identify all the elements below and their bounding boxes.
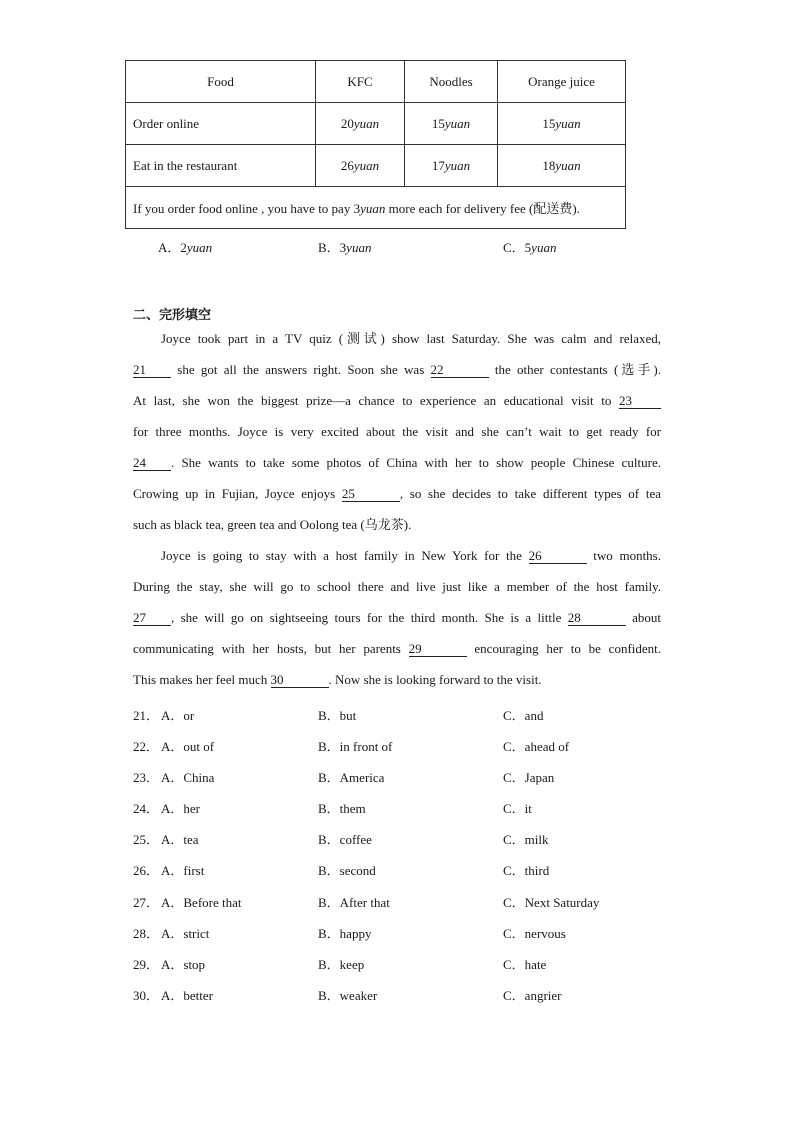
blank-22: 22 bbox=[431, 362, 489, 378]
option-c[interactable]: C．angrier bbox=[503, 988, 562, 1003]
option-a[interactable]: A．strict bbox=[161, 926, 210, 941]
question-row bbox=[133, 798, 661, 818]
blank-28: 28 bbox=[568, 610, 626, 626]
table-cell bbox=[405, 145, 498, 187]
price-value: 18 bbox=[542, 157, 556, 173]
option-c[interactable]: C．milk bbox=[503, 832, 549, 847]
table-note bbox=[126, 187, 626, 229]
unit-label: yuan bbox=[444, 115, 471, 131]
question-number: 23． bbox=[133, 770, 160, 785]
table-row-label: Eat in the restaurant bbox=[126, 145, 316, 187]
option-c[interactable]: C．nervous bbox=[503, 926, 566, 941]
blank-23: 23 bbox=[619, 393, 661, 409]
option-b[interactable]: B．coffee bbox=[318, 832, 372, 847]
question-number: 29． bbox=[133, 957, 160, 972]
passage-line: 24 . She wants to take some photos of China with her to show people Chinese culture. bbox=[133, 455, 661, 470]
passage-line: 27 , she will go on sightseeing tours for the third month. She is a little 28 about bbox=[133, 610, 661, 625]
option-c[interactable]: C．Next Saturday bbox=[503, 895, 600, 910]
option-a[interactable]: A．or bbox=[161, 708, 195, 723]
price-value: 26 bbox=[340, 157, 354, 173]
option-b[interactable]: B．After that bbox=[318, 895, 390, 910]
option-c[interactable]: C．Japan bbox=[503, 770, 555, 785]
price-value: 15 bbox=[431, 115, 445, 131]
table-header-row bbox=[126, 61, 626, 103]
blank-30: 30 bbox=[271, 672, 329, 688]
option-b[interactable]: B．but bbox=[318, 708, 357, 723]
table-cell bbox=[316, 103, 405, 145]
question-row bbox=[133, 985, 661, 1005]
option-c[interactable]: C．third bbox=[503, 863, 550, 878]
passage-line: 21 she got all the answers right. Soon she was 22 the other contestants (选手). bbox=[133, 362, 662, 377]
section-title: 二、完形填空 bbox=[133, 308, 212, 323]
option-a[interactable]: A．better bbox=[161, 988, 213, 1003]
table-cell bbox=[316, 145, 405, 187]
option-c[interactable]: C．it bbox=[503, 801, 532, 816]
option-a[interactable]: A．her bbox=[161, 801, 200, 816]
question-row bbox=[133, 892, 661, 912]
unit-label: yuan bbox=[444, 157, 471, 173]
passage-line: such as black tea, green tea and Oolong tea (乌龙茶). bbox=[133, 517, 412, 532]
option-a[interactable]: A．Before that bbox=[161, 895, 242, 910]
question-row bbox=[133, 860, 661, 880]
question-number: 21． bbox=[133, 708, 160, 723]
question-number: 26． bbox=[133, 863, 160, 878]
note-text: more each for delivery fee (配送费). bbox=[385, 201, 580, 216]
passage-line: At last, she won the biggest prize—a chance to experience an educational visit to 23 bbox=[133, 391, 661, 411]
passage-line: Joyce is going to stay with a host family in New York for the 26 two months. bbox=[161, 548, 661, 563]
table-header-cell: KFC bbox=[316, 61, 405, 103]
prev-option-a: A．2yuan bbox=[158, 240, 213, 255]
question-number: 30． bbox=[133, 988, 160, 1003]
table-cell bbox=[498, 145, 626, 187]
table-row bbox=[126, 103, 626, 145]
unit-label: yuan bbox=[353, 115, 380, 131]
option-b[interactable]: B．America bbox=[318, 770, 385, 785]
passage-line: communicating with her hosts, but her parents 29 encouraging her to be confident. bbox=[133, 641, 662, 656]
table-cell bbox=[498, 103, 626, 145]
option-b[interactable]: B．in front of bbox=[318, 739, 393, 754]
option-a[interactable]: A．China bbox=[161, 770, 215, 785]
option-c[interactable]: C．ahead of bbox=[503, 739, 570, 754]
unit-label: yuan bbox=[353, 157, 380, 173]
blank-21: 21 bbox=[133, 362, 171, 378]
question-row bbox=[133, 829, 661, 849]
question-number: 24． bbox=[133, 801, 160, 816]
question-row bbox=[133, 767, 661, 787]
option-a[interactable]: A．stop bbox=[161, 957, 206, 972]
option-c[interactable]: C．and bbox=[503, 708, 544, 723]
question-number: 22． bbox=[133, 739, 160, 754]
passage-line: Crowing up in Fujian, Joyce enjoys 25 , so she decides to take different types of tea bbox=[133, 486, 661, 501]
table-row bbox=[126, 145, 626, 187]
passage-line: This makes her feel much 30 . Now she is looking forward to the visit. bbox=[133, 672, 542, 687]
question-row bbox=[133, 954, 661, 974]
option-a[interactable]: A．out of bbox=[161, 739, 215, 754]
price-value: 15 bbox=[542, 115, 556, 131]
option-b[interactable]: B．happy bbox=[318, 926, 372, 941]
blank-27: 27 bbox=[133, 610, 171, 626]
question-number: 28． bbox=[133, 926, 160, 941]
unit-label: yuan bbox=[555, 115, 581, 131]
price-table bbox=[125, 60, 626, 229]
table-header-cell: Food bbox=[126, 61, 316, 103]
question-number: 25． bbox=[133, 832, 160, 847]
question-row bbox=[133, 923, 661, 943]
unit-label: yuan bbox=[555, 157, 581, 173]
blank-29: 29 bbox=[409, 641, 467, 657]
table-note-row bbox=[126, 187, 626, 229]
question-row bbox=[133, 705, 661, 725]
question-row bbox=[133, 736, 661, 756]
option-b[interactable]: B．weaker bbox=[318, 988, 378, 1003]
option-b[interactable]: B．keep bbox=[318, 957, 365, 972]
blank-25: 25 bbox=[342, 486, 400, 502]
option-b[interactable]: B．them bbox=[318, 801, 366, 816]
option-c[interactable]: C．hate bbox=[503, 957, 547, 972]
passage-line: for three months. Joyce is very excited about the visit and she can’t wait to get ready for bbox=[133, 424, 661, 439]
option-a[interactable]: A．first bbox=[161, 863, 205, 878]
option-a[interactable]: A．tea bbox=[161, 832, 199, 847]
passage-line: During the stay, she will go to school there and live just like a member of the host family. bbox=[133, 579, 661, 594]
table-header-cell: Orange juice bbox=[498, 61, 626, 103]
prev-option-b: B．3yuan bbox=[318, 240, 372, 255]
question-number: 27． bbox=[133, 895, 160, 910]
option-b[interactable]: B．second bbox=[318, 863, 376, 878]
unit-label: yuan bbox=[360, 201, 386, 216]
blank-26: 26 bbox=[529, 548, 587, 564]
blank-24: 24 bbox=[133, 455, 171, 471]
cloze-passage bbox=[133, 329, 661, 699]
table-header-cell: Noodles bbox=[405, 61, 498, 103]
table-row-label: Order online bbox=[126, 103, 316, 145]
passage-line: Joyce took part in a TV quiz (测试) show last Saturday. She was calm and relaxed, bbox=[161, 331, 661, 346]
price-value: 17 bbox=[431, 157, 445, 173]
table-cell bbox=[405, 103, 498, 145]
prev-option-c: C．5yuan bbox=[503, 240, 557, 255]
price-value: 20 bbox=[340, 115, 354, 131]
note-text: If you order food online , you have to pay 3 bbox=[133, 201, 361, 216]
